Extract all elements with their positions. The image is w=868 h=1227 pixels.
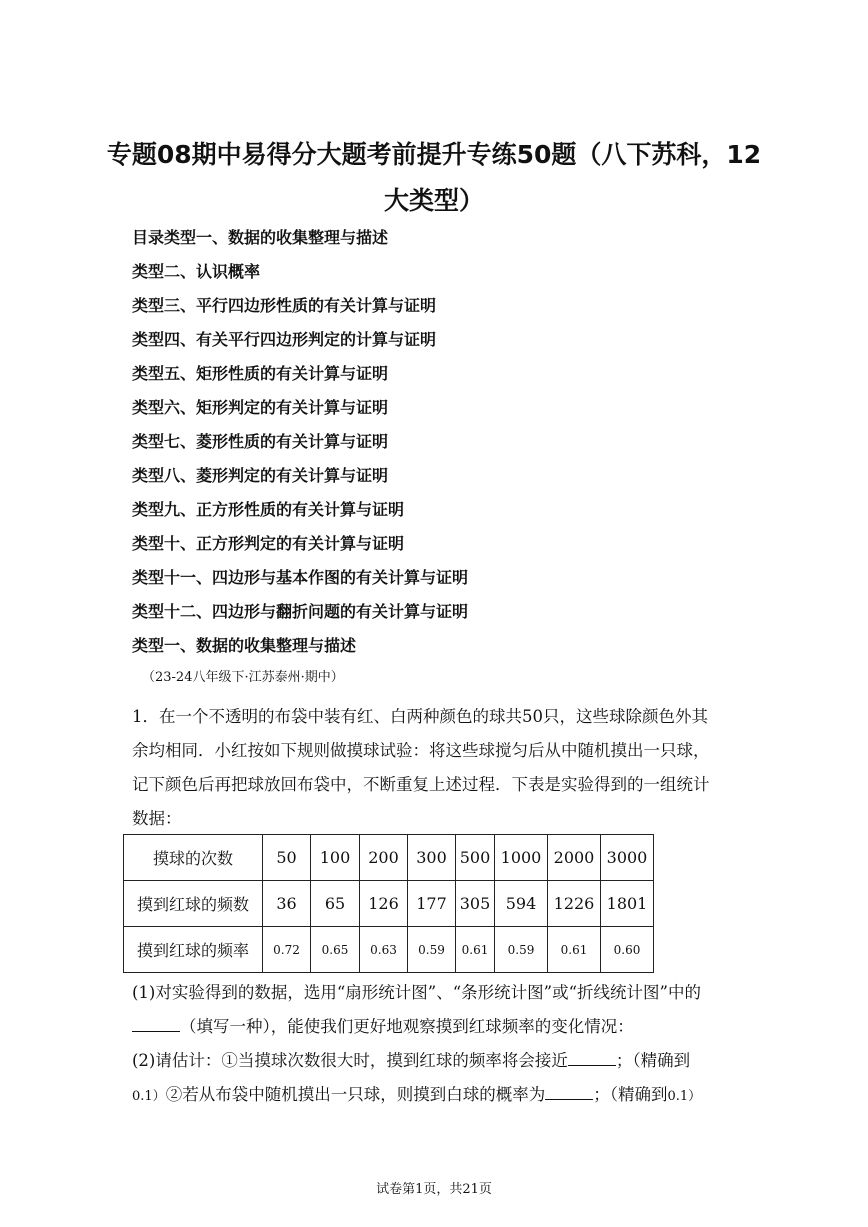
table-row (124, 835, 654, 881)
toc-item: 目录类型一、数据的收集整理与描述 (132, 228, 389, 247)
table-cell: 36 (263, 881, 311, 927)
subquestion-2-line-1 (132, 1044, 752, 1078)
table-cell: 300 (408, 835, 456, 881)
table-cell: 305 (456, 881, 495, 927)
answer-blank[interactable] (132, 1015, 180, 1032)
table-cell: 65 (311, 881, 360, 927)
table-cell: 177 (408, 881, 456, 927)
subquestion-text: 0.1） (667, 1089, 702, 1104)
question-line: 记下颜色后再把球放回布袋中，不断重复上述过程．下表是实验得到的一组统计 (132, 775, 710, 794)
answer-blank[interactable] (545, 1083, 593, 1100)
subquestion-text: 0.1） (132, 1089, 166, 1104)
table-cell: 0.60 (601, 927, 654, 973)
row-header: 摸到红球的频数 (124, 881, 263, 927)
title-line-1: 专题08期中易得分大题考前提升专练50题（八下苏科，12 (106, 140, 762, 169)
toc-item: 类型十一、四边形与基本作图的有关计算与证明 (132, 568, 469, 587)
table-cell: 0.72 (263, 927, 311, 973)
table-cell: 50 (263, 835, 311, 881)
table-cell: 2000 (548, 835, 601, 881)
subquestion-1-line-2 (132, 1010, 752, 1044)
subquestion-text: ；（精确到 (615, 1051, 691, 1070)
subquestions (132, 976, 752, 1114)
question-1-text (132, 700, 752, 836)
document-title (60, 132, 808, 224)
row-header: 摸到红球的频率 (124, 927, 263, 973)
toc-item: 类型十二、四边形与翻折问题的有关计算与证明 (132, 602, 469, 621)
table-cell: 1226 (548, 881, 601, 927)
page-footer: 试卷第1页，共21页 (376, 1182, 492, 1197)
table-cell: 200 (360, 835, 408, 881)
toc-item: 类型八、菱形判定的有关计算与证明 (132, 466, 389, 485)
table-cell: 3000 (601, 835, 654, 881)
toc-item: 类型六、矩形判定的有关计算与证明 (132, 398, 389, 417)
table-cell: 0.65 (311, 927, 360, 973)
title-line-2: 大类型） (383, 186, 484, 215)
data-table (123, 834, 654, 973)
question-line: 数据： (132, 809, 182, 828)
subquestion-2-line-2 (132, 1078, 752, 1114)
subquestion-text: ；（精确到 (593, 1085, 668, 1104)
toc-item: 类型二、认识概率 (132, 262, 261, 281)
row-header: 摸球的次数 (124, 835, 263, 881)
subquestion-1-line-1: (1)对实验得到的数据，选用“扇形统计图”、“条形统计图”或“折线统计图”中的 (132, 983, 701, 1002)
table-cell: 594 (495, 881, 548, 927)
answer-blank[interactable] (568, 1049, 616, 1066)
table-cell: 0.59 (495, 927, 548, 973)
table-cell: 0.61 (548, 927, 601, 973)
subquestion-text: ②若从布袋中随机摸出一只球，则摸到白球的概率为 (165, 1085, 546, 1104)
table-cell: 0.59 (408, 927, 456, 973)
toc-item: 类型三、平行四边形性质的有关计算与证明 (132, 296, 437, 315)
table-row (124, 881, 654, 927)
table-cell: 0.63 (360, 927, 408, 973)
question-line: 1．在一个不透明的布袋中装有红、白两种颜色的球共50只，这些球除颜色外其 (132, 707, 708, 726)
toc-item: 类型五、矩形性质的有关计算与证明 (132, 364, 389, 383)
section-heading: 类型一、数据的收集整理与描述 (132, 636, 357, 655)
table-cell: 0.61 (456, 927, 495, 973)
table-cell: 500 (456, 835, 495, 881)
question-line: 余均相同．小红按如下规则做摸球试验：将这些球搅匀后从中随机摸出一只球， (132, 741, 710, 760)
table-cell: 1801 (601, 881, 654, 927)
table-cell: 1000 (495, 835, 548, 881)
toc-item: 类型七、菱形性质的有关计算与证明 (132, 432, 389, 451)
table-cell: 100 (311, 835, 360, 881)
table-row (124, 927, 654, 973)
subquestion-text: （填写一种），能使我们更好地观察摸到红球频率的变化情况： (180, 1017, 634, 1036)
question-source: （23-24八年级下·江苏泰州·期中） (142, 670, 344, 685)
toc-item: 类型九、正方形性质的有关计算与证明 (132, 500, 405, 519)
table-of-contents (132, 224, 468, 632)
subquestion-text: (2)请估计：①当摸球次数很大时，摸到红球的频率将会接近 (132, 1051, 568, 1070)
toc-item: 类型四、有关平行四边形判定的计算与证明 (132, 330, 437, 349)
toc-item: 类型十、正方形判定的有关计算与证明 (132, 534, 405, 553)
table-cell: 126 (360, 881, 408, 927)
